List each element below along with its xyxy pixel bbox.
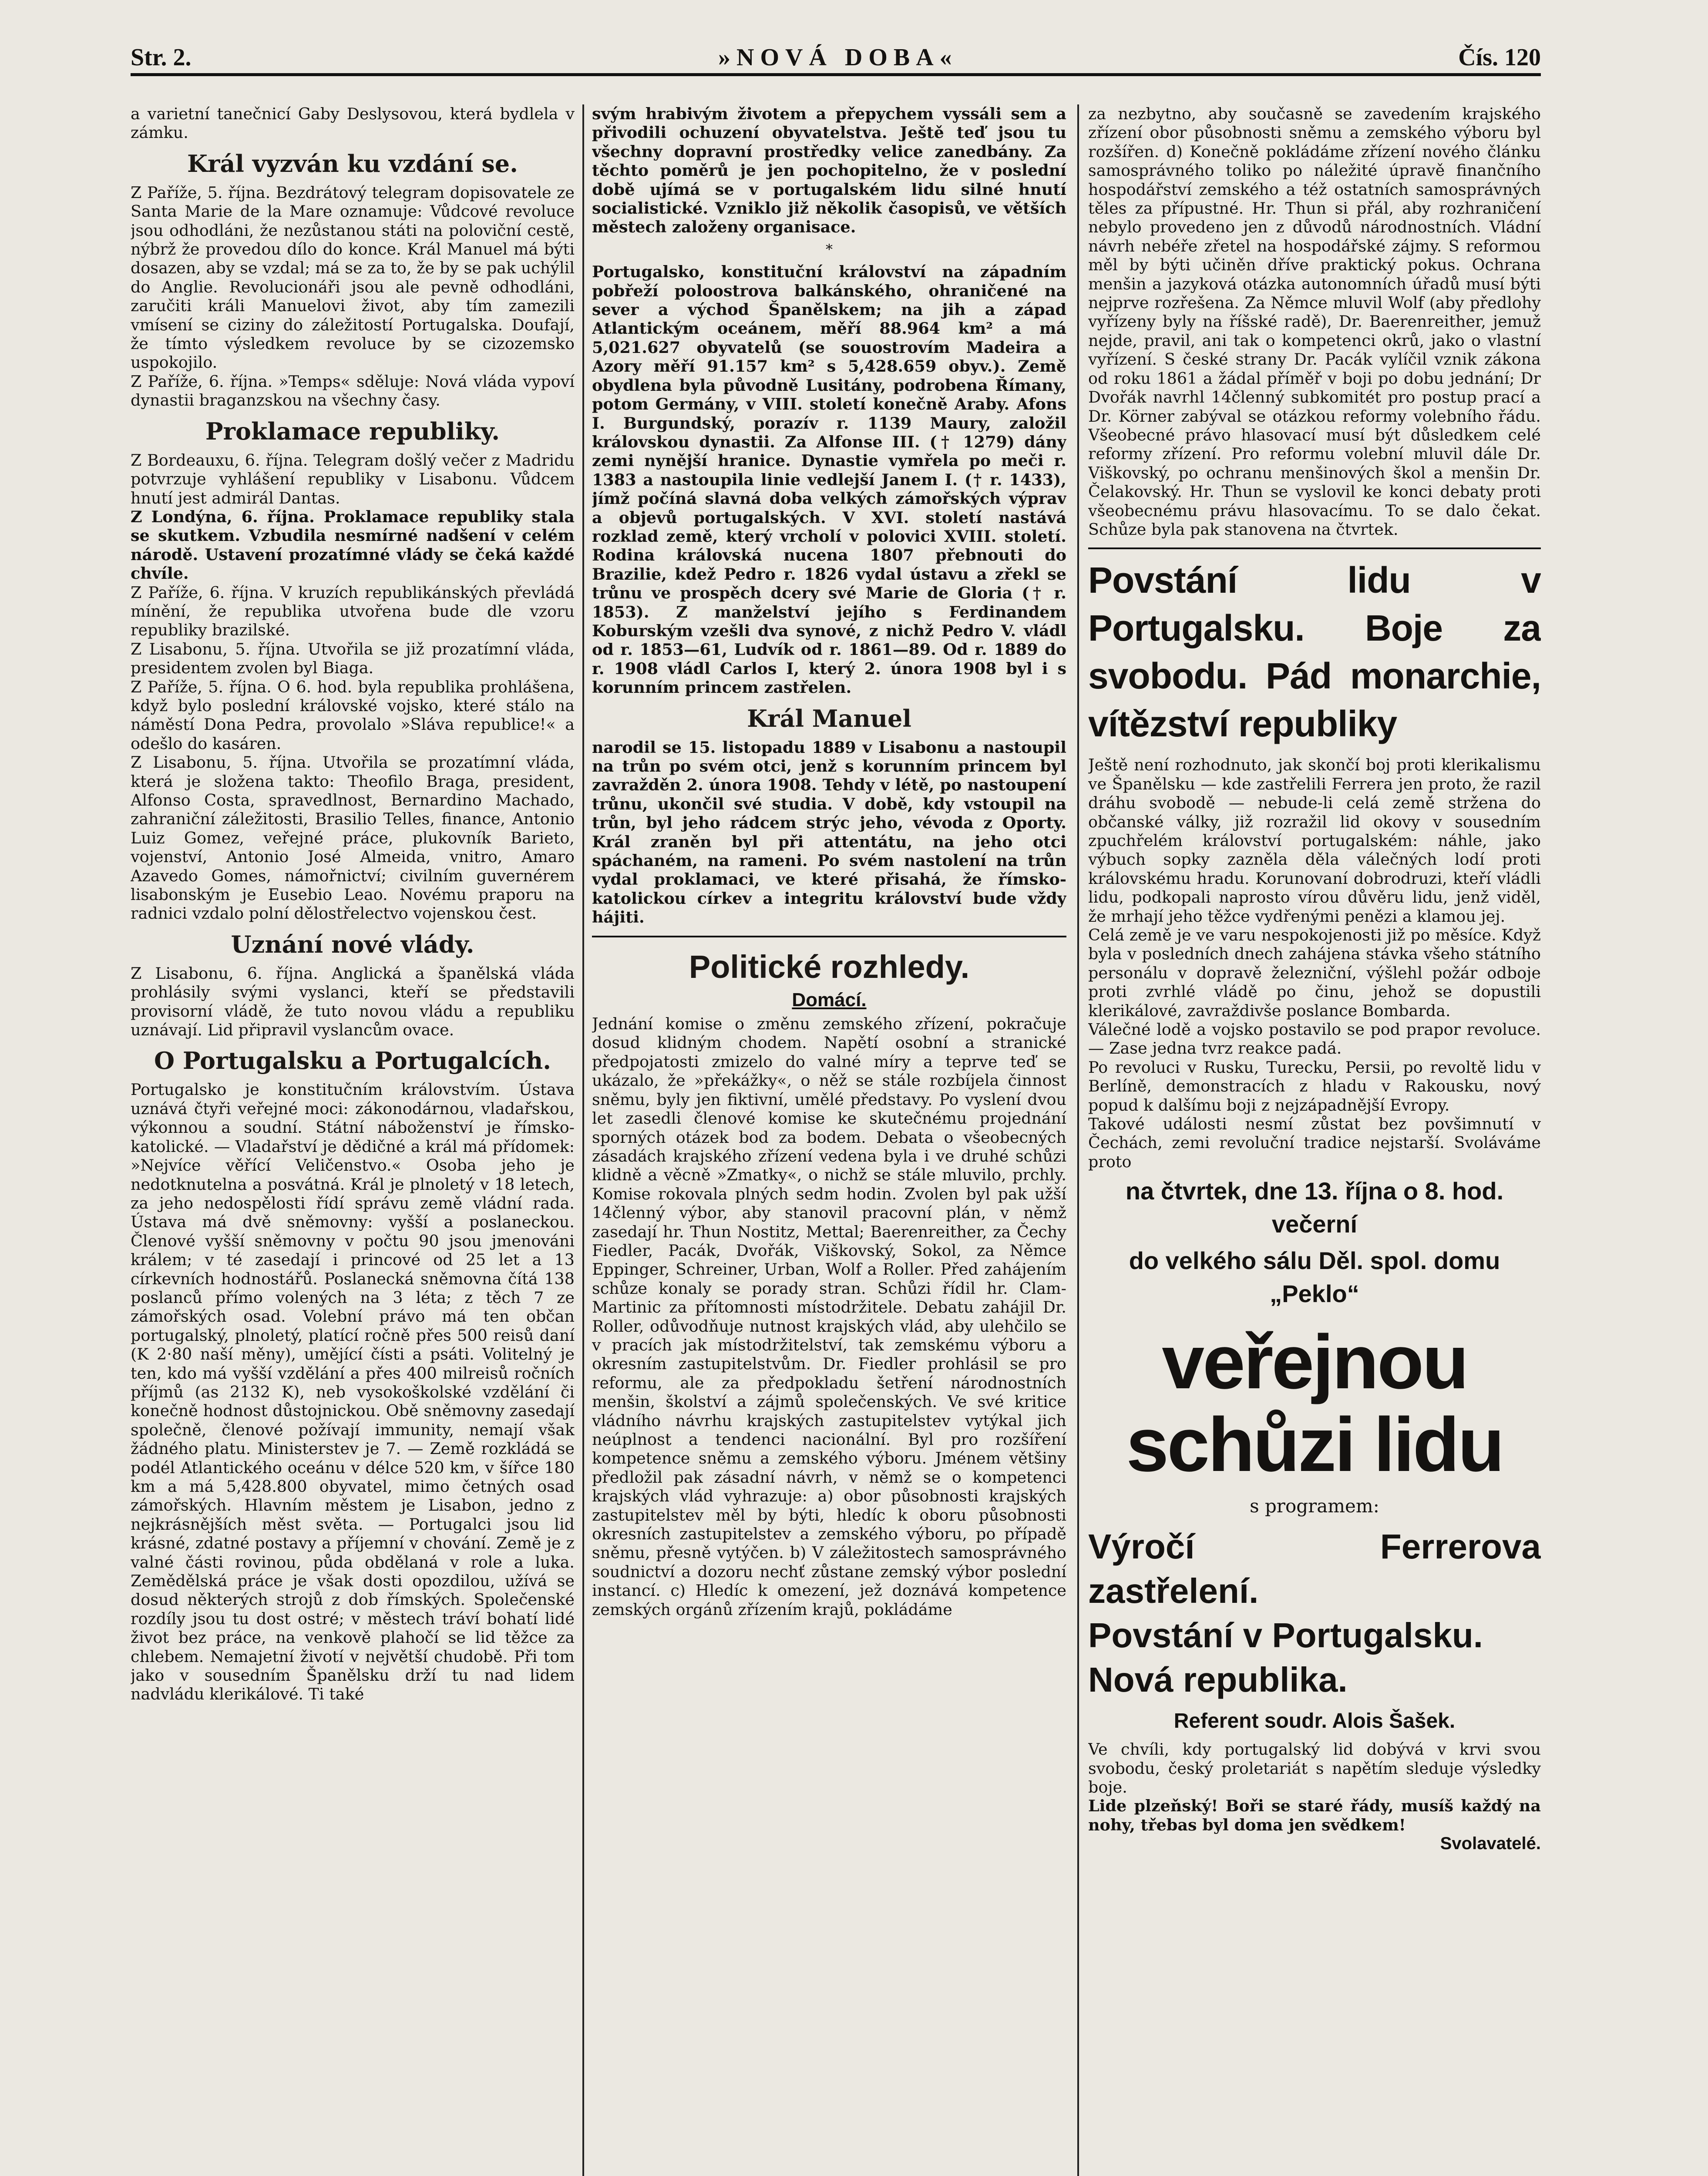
paragraph: Ve chvíli, kdy portugalský lid dobývá v krvi svou svobodu, český proletariát s napětím sleduje výsledky boje. <box>1088 1740 1541 1797</box>
column-divider <box>1077 104 1079 2176</box>
paragraph: Z Lisabonu, 5. října. Utvořila se prozatímní vláda, která je složena takto: Theofilo Braga, president, Alfonso Costa, spravedlnost, Bernardino Machado, zahraniční záležitosti, Brasilio Telles, finance, Antonio Luiz Gomez, veřejné práce, plukovník Barieto, vojenství, Antonio José Almeida, vnitro, Amaro Azavedo Gomes, námořnictví; civilním guvernérem lisabonským je Eusebio Leao. Novému praporu na radnici vzdalo polní dělostřelectvo vojenskou čest. <box>131 753 575 923</box>
paragraph: Jednání komise o změnu zemského zřízení, pokračuje dosud klidným chodem. Napětí osobní a stranické předpojatosti zmizelo do valné míry a teprve teď se ukázalo, že »překážky«, o něž se stále rozbíjela činnost sněmu, byly jen fiktivní, umělé představy. Po vyslení dvou let zasedli členové komise ke skutečnému projednání sporných otázek bod za bodem. Debata o všeobecných zásadách krajského zřízení vedena byla i ve druhé schůzi klidně a věcně »Zmatky«, o nichž se stále mluvilo, prchly. Komise rokovala plných sedm hodin. Zvolen byl pak užší 14členný výbor, aby stanovil pracovní plán, v němž zasedají hr. Thun Nostitz, Mettal; Baerenreither, za Čechy Fiedler, Pacák, Dvořák, Viškovský, Sokol, za Němce Eppinger, Schreiner, Urban, Wolf a Roller. Před zahájením schůze konaly se porady stran. Schůzi řídil hr. Clam-Martinic za přítomnosti místodržitele. Debatu zahájil Dr. Roller, odůvodňuje nutnost krajských vlád, aby ulehčilo se v pracích jak místodržitelství, tak zemskému výboru a okresním zastupitelstvům. Dr. Fiedler prohlásil se pro reformu, ale za předpokladu šetření národnostních menšin, školství a zájmů společenských. Ve své kritice vládního návrhu krajských zastupitelstev vytýkal jich neúplnost a tendenci nacionální. Byl pro rozšíření kompetence sněmu a zemského výboru. Jménem většiny předložil pak zásadní návrh, v němž se o kompetenci krajských vlád vyhrazuje: a) obor působnosti krajských zastupitelstev měl by býti, hledíc k oboru působnosti okresních zastupitelstev a zemského výboru, po případě sněmu, přesně vytýčen. b) V záležitostech samosprávného soudnictví a dozoru nechť zůstane zemský výbor poslední instancí. c) Hledíc k omezení, jež doznává kompetence zemských orgánů zřízením krajů, pokládáme <box>592 1014 1066 1619</box>
separator-asterisk: * <box>826 241 833 258</box>
section-heading: Uznání nové vlády. <box>231 930 474 958</box>
paragraph: Z Londýna, 6. října. Proklamace republiky stala se skutkem. Vzbudila nesmírné nadšení v celém národě. Ustavení prozatímné vlády se čeká každé chvíle. <box>131 507 575 583</box>
paragraph: Lide plzeňský! Boři se staré řády, musíš každý na nohy, třebas byl doma jen svědkem! <box>1088 1797 1541 1834</box>
paragraph: za nezbytno, aby současně se zavedením krajského zřízení obor působnosti sněmu a zemského výboru byl rozšířen. d) Konečně pokládáme zřízení nového článku samosprávného toliko po náležité úpravě finančního hospodářství zemského a též ostatních samosprávných těles za přípustné. Hr. Thun si přál, aby rozhraničení nebylo provedeno jen z důvodů národnostních. Vládní návrh nebéře zřetel na hospodářské zájmy. S reformou měl by býti učiněn dříve praktický pokus. Ochrana menšin a jazyková otázka autonomních úřadů musí býti nejprve rozřešena. Za Němce mluvil Wolf (aby předlohy vyřízeny byly na říšské radě), Dr. Baerenreither, jemuž nejde, pravil, ani tak o kompetenci okrů, jako o vlastní vyřízení. S české strany Dr. Pacák vylíčil vznik zákona od roku 1861 a žádal příměř v boji po dobu jednání; Dr Dvořák navrhl 14členný subkomitét pro postup prací a Dr. Körner zabýval se otázkou reformy volebního řádu. Všeobecné právo hlasovací musí být důsledkem celé reformy zřízení. Pro reformu volební mluvil dále Dr. Viškovský, po ochranu menšinových škol a menšin Dr. Čelakovský. Hr. Thun se vyslovil ke konci debaty proti všeobecnému právu hlasovacímu. To se dalo čekat. Schůze byla pak stanovena na čtvrtek. <box>1088 104 1541 539</box>
issue-number: Čís. 120 <box>1458 44 1541 71</box>
referent: Referent soudr. Alois Šašek. <box>1173 1709 1456 1733</box>
paragraph: Ještě není rozhodnuto, jak skončí boj proti klerikalismu ve Španělsku — kde zastřelili Ferrera jen proto, že razil dráhu svobodě — nebude-li celá země stržena do občanské války, již rozražil lid okovy v sousedním zpuchřelém království portugalském: náhle, jako výbuch sopky zazněla děla válečných lodí proti královskému hradu. Korunovaní dobrodruzi, kteří vládli lidu, podkopali naprosto vírou důvěru lidu, jenž viděl, že mrhají jeho těžce vydřenými penězi a klamou jej. <box>1088 756 1541 926</box>
paragraph: Portugalsko je konstitučním královstvím. Ústava uznává čtyři veřejné moci: zákonodárnou, vladařskou, výkonnou a soudní. Státní náboženství je římsko-katolické. — Vladařství je dědičné a král má přídomek: »Nejvíce věřící Veličenstvo.« Osoba jeho je nedotknutelna a posvátná. Král je plnoletý v 18 letech, za jeho nedospělosti řídí správu země vládní rada. Ústava má dvě sněmovny: vyšší a poslaneckou. Členové vyšší sněmovny v počtu 90 jsou jmenováni králem; v té zasedají i princové od 25 let a 13 církevních hodnostářů. Poslanecká sněmovna čítá 138 poslanců přímo volených na 3 léta; z těch 7 ze zámořských osad. Volební právo má ten občan portugalský, plnoletý, platící ročně přes 500 reisů daní (K 2·80 naší měny), umějící čísti a psáti. Volitelný je ten, kdo má vyšší vzdělání a přes 400 milreisů ročních příjmů (as 2132 K), neb vysokoškolské vzdělání či konečně hodnost důstojnickou. Obě sněmovny zasedají společně, členové požívají immunity, nemají však žádného platu. Ministerstev je 7. — Země rozkládá se podél Atlantického oceánu v délce 520 km, v šířce 180 km a má 5,428.800 obyvatel, mimo četných osad zámořských. Hlavním městem je Lisabon, jedno z nejkrásnějších měst světa. — Portugalci jsou lid krásné, zdatné postavy a příjemní v chování. Země je z valné části rovinou, půda obdělaná v role a luka. Zemědělská práce je však dosti opozdilou, užívá se dosud některých strojů z dob římských. Společenské rozdíly jsou tu dost ostré; v městech tráví bohatí lidé život bez práce, na venkově plahočí se lid těžce za chlebem. Nemajetní životí v největší chudobě. Při tom jako v sousedním Španělsku drží tu nad lidem nadvládu klerikálové. Ti také <box>131 1080 575 1704</box>
section-rule <box>592 936 1066 937</box>
signature: Svolavatelé. <box>1440 1834 1541 1854</box>
newspaper-title: »NOVÁ DOBA« <box>718 44 958 71</box>
paragraph: narodil se 15. listopadu 1889 v Lisabonu a nastoupil na trůn po svém otci, jenž s korunním princem byl zavražděn 2. února 1908. Tehdy v létě, po nastoupení trůnu, ukončil své studia. V době, kdy vstoupil na trůn, byl jeho rádcem strýc jeho, vévoda z Oporty. Král zraněn byl při attentátu, na jeho otci spáchaném, na rameni. Po svém nastolení na trůn vydal proklamaci, ve které přisahá, že římsko-katolickou církev a integritu království bude vždy hájiti. <box>592 738 1066 927</box>
paragraph: Z Lisabonu, 5. října. Utvořila se již prozatímní vláda, presidentem zvolen byl Biaga. <box>131 639 575 678</box>
paragraph: Takové události nesmí zůstat bez povšimnutí v Čechách, zemi revoluční tradice nejstarší. Svoláváme proto <box>1088 1115 1541 1171</box>
subsection-heading: Domácí. <box>792 989 867 1011</box>
header-rule <box>131 73 1541 76</box>
paragraph: svým hrabivým životem a přepychem vyssáli sem a přivodili ochuzení obyvatelstva. Ještě teď jsou tu všechny dopravní prostředky velice zanedbány. Za těchto poměrů je jen pochopitelno, že v poslední době ujímá se v portugalském lidu silné hnutí socialistické. Vzniklo již několik časopisů, ve větších městech založeny organisace. <box>592 104 1066 237</box>
paragraph: a varietní tanečnicí Gaby Deslysovou, která bydlela v zámku. <box>131 104 575 142</box>
column-divider <box>582 104 584 2176</box>
program-label: s programem: <box>1250 1495 1379 1517</box>
paragraph: Celá země je ve varu nespokojenosti již po měsíce. Když byla v posledních dnech zahájena stávka všeho státního personálu v dopravě železniční, výšlehl požár odboje proti zvrhlé vládě po činu, jehož se dopustili klerikálové, zavraždivše poslance Bombarda. <box>1088 926 1541 1020</box>
section-heading: Politické rozhledy. <box>689 948 970 985</box>
paragraph: Z Paříže, 6. října. V kruzích republikánských převládá mínění, že republika utvořena bude dle vzoru republiky brazilské. <box>131 583 575 640</box>
paragraph: Z Paříže, 5. října. O 6. hod. byla republika prohlášena, když bylo poslední královské vojsko, které stálo na náměstí Dona Pedra, provolalo »Sláva republice!« a odešlo do kasáren. <box>131 677 575 753</box>
column-2 <box>592 104 1066 2176</box>
paragraph: Portugalsko, konstituční království na západním pobřeží poloostrova balkánského, ohraničené na sever a východ Španělskem; na jih a západ Atlantickým oceánem, měří 88.964 km² a má 5,021.627 obyvatelů (se souostrovím Madeira a Azory měří 91.157 km² s 5,428.659 obyv.). Země obydlena byla původně Lusitány, podrobena Římany, potom Germány, v VIII. století konečně Araby. Afons I. Burgundský, porazív r. 1139 Maury, založil královskou dynastii. Za Alfonse III. († 1279) dány zemi nynější hranice. Dynastie vymřela po meči r. 1383 a nastoupila linie vedlejší Janem I. († r. 1433), jímž počíná slavná doba velkých zámořských výprav a objevů portugalských. V XVI. století nastává rozklad země, který vrcholí v polovici XVIII. století. Rodina královská nucena 1807 přebnouti do Brazilie, kdež Pedro r. 1826 vydal ústavu a zřekl se trůnu ve prospěch dcery své Marie de Gloria († r. 1853). Z manželství jejího s Ferdinandem Koburským vzešli dva synové, z nichž Pedro V. vládl od r. 1853—61, Ludvík od r. 1861—89. Od r. 1889 do r. 1908 vládl Carlos I, který 2. února 1908 byl i s korunním princem zastřelen. <box>592 262 1066 697</box>
program-item: Nová republika. <box>1088 1660 1348 1699</box>
section-heading: O Portugalsku a Portugalcích. <box>154 1047 551 1075</box>
page-number: Str. 2. <box>131 44 192 71</box>
paragraph: Válečné lodě a vojsko postavilo se pod prapor revoluce. — Zase jedna tvrz reakce padá. <box>1088 1020 1541 1058</box>
section-heading: Král vyzván ku vzdání se. <box>187 149 518 178</box>
paragraph: Z Paříže, 6. října. »Temps« sděluje: Nová vláda vypoví dynastii braganzskou na všechny časy. <box>131 372 575 410</box>
paragraph: Po revoluci v Rusku, Turecku, Persii, po revoltě lidu v Berlíně, demonstracích z hladu v Rakousku, nový popud k dalšímu boji z nejzápadnější Evropy. <box>1088 1058 1541 1115</box>
column-3 <box>1088 104 1541 2176</box>
program-item: Povstání v Portugalsku. <box>1088 1615 1483 1655</box>
paragraph: Z Paříže, 5. října. Bezdrátový telegram dopisovatele ze Santa Marie de la Mare oznamuje: Vůdcové revoluce jsou odhodláni, že nezůstanou státi na poloviční cestě, nýbrž že provedou dílo do konce. Král Manuel má býti dosazen, aby se vzdal; má se za to, že by se pak uchýlil do Anglie. Revolucionáři jsou ale pevně odhodláni, zaručiti králi Manuelovi život, aby tím zamezili vmísení se ciziny do záležitostí Portugalska. Doufají, že tímto výsledkem revoluce by se cizozemsko uspokojilo. <box>131 183 575 372</box>
meeting-banner: veřejnou schůzi lidu <box>1126 1320 1503 1488</box>
meeting-time: na čtvrtek, dne 13. října o 8. hod. večerní <box>1125 1177 1504 1238</box>
paragraph: Z Lisabonu, 6. října. Anglická a španělská vláda prohlásily svými vyslanci, kteří se představili provisorní vládě, že tuto novou vládu a republiku uznávají. Lid připravil vyslancům ovace. <box>131 964 575 1040</box>
meeting-place: do velkého sálu Děl. spol. domu „Peklo“ <box>1129 1247 1500 1308</box>
program-item: Výročí Ferrerova zastřelení. <box>1088 1527 1541 1610</box>
section-rule <box>1088 547 1541 549</box>
section-heading: Proklamace republiky. <box>205 417 500 445</box>
column-1 <box>131 104 575 2176</box>
masthead <box>131 44 1541 70</box>
headline: Povstání lidu v Portugalsku. Boje za svobodu. Pád monarchie, vítězství republiky <box>1088 560 1541 745</box>
paragraph: Z Bordeauxu, 6. října. Telegram došlý večer z Madridu potvrzuje vyhlášení republiky v Lisabonu. Vůdcem hnutí jest admirál Dantas. <box>131 450 575 507</box>
section-heading: Král Manuel <box>747 704 911 732</box>
